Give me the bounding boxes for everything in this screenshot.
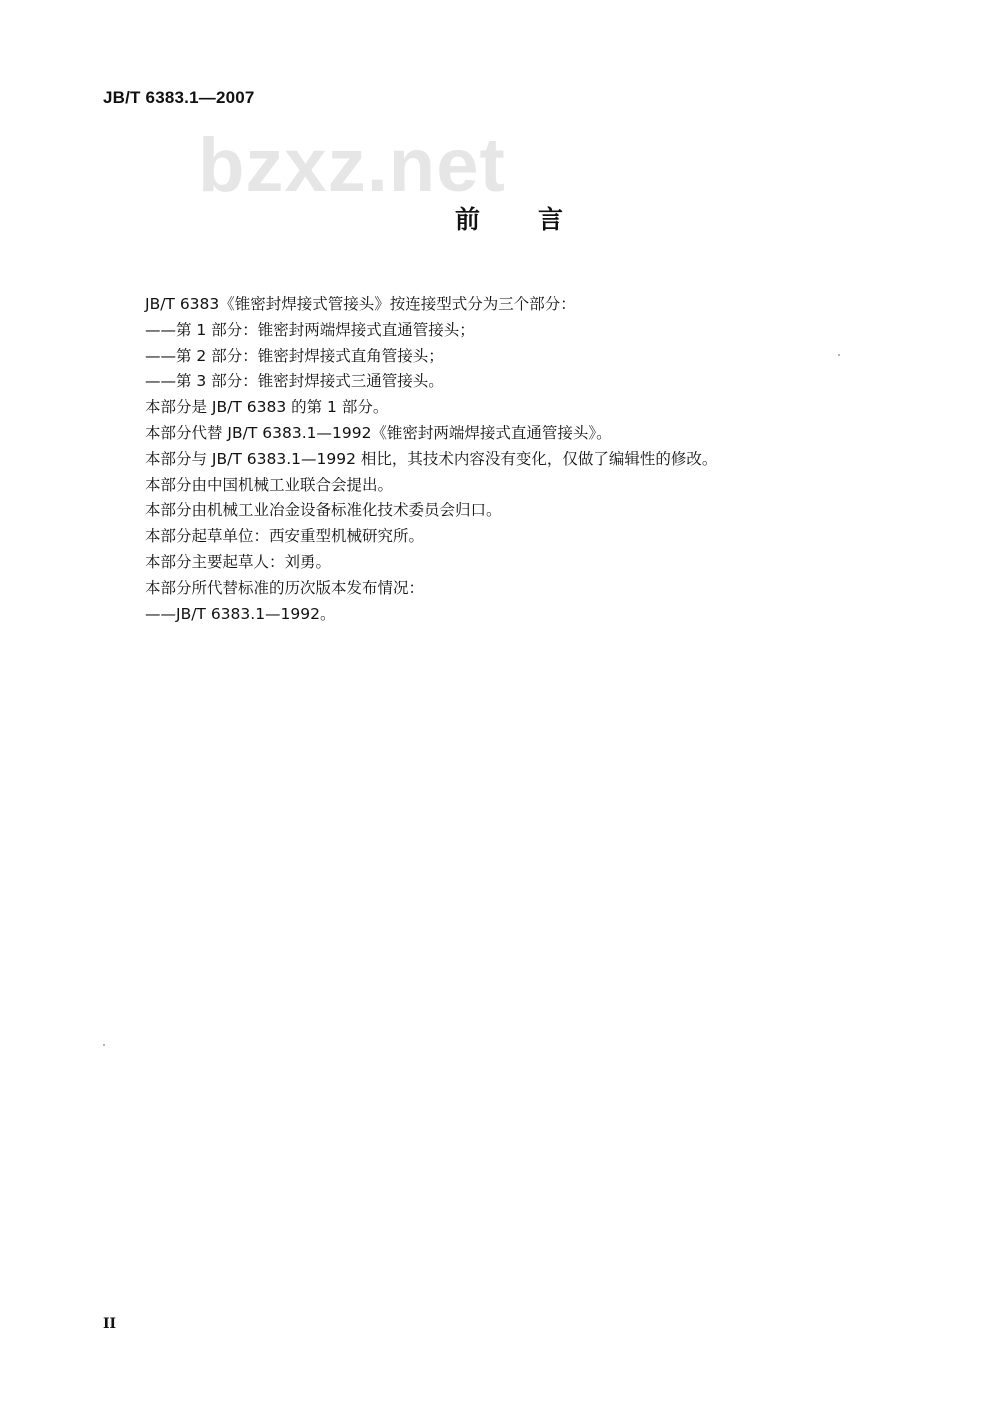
body-line: 本部分代替 JB/T 6383.1—1992《锥密封两端焊接式直通管接头》。: [145, 423, 612, 442]
body-line: 本部分起草单位：西安重型机械研究所。: [145, 527, 425, 546]
body-line: ——第 3 部分：锥密封焊接式三通管接头。: [145, 372, 444, 391]
watermark: bzxz.net: [198, 123, 506, 208]
body-line: 本部分与 JB/T 6383.1—1992 相比，其技术内容没有变化，仅做了编辑性的修改。: [145, 449, 718, 468]
title-char-1: 前: [454, 205, 482, 234]
page-number: II: [103, 1316, 117, 1332]
body-line: 本部分由中国机械工业联合会提出。: [145, 475, 394, 494]
body-line: 本部分所代替标准的历次版本发布情况：: [145, 578, 425, 597]
title-char-2: 言: [538, 205, 566, 234]
body-line: 本部分是 JB/T 6383 的第 1 部分。: [145, 398, 389, 417]
scan-speck: [103, 1044, 105, 1046]
body-line: JB/T 6383《锥密封焊接式管接头》按连接型式分为三个部分：: [145, 295, 576, 313]
body-line: ——JB/T 6383.1—1992。: [145, 604, 336, 623]
page-title: [0, 200, 1000, 236]
standard-code-header: JB/T 6383.1—2007: [103, 88, 255, 107]
body-line: ——第 1 部分：锥密封两端焊接式直通管接头；: [145, 320, 475, 339]
body-line: 本部分主要起草人：刘勇。: [145, 552, 332, 571]
foreword-body: [145, 292, 905, 627]
body-line: ——第 2 部分：锥密封焊接式直角管接头；: [145, 346, 444, 365]
scan-speck: [838, 354, 840, 356]
body-line: 本部分由机械工业冶金设备标准化技术委员会归口。: [145, 501, 502, 520]
